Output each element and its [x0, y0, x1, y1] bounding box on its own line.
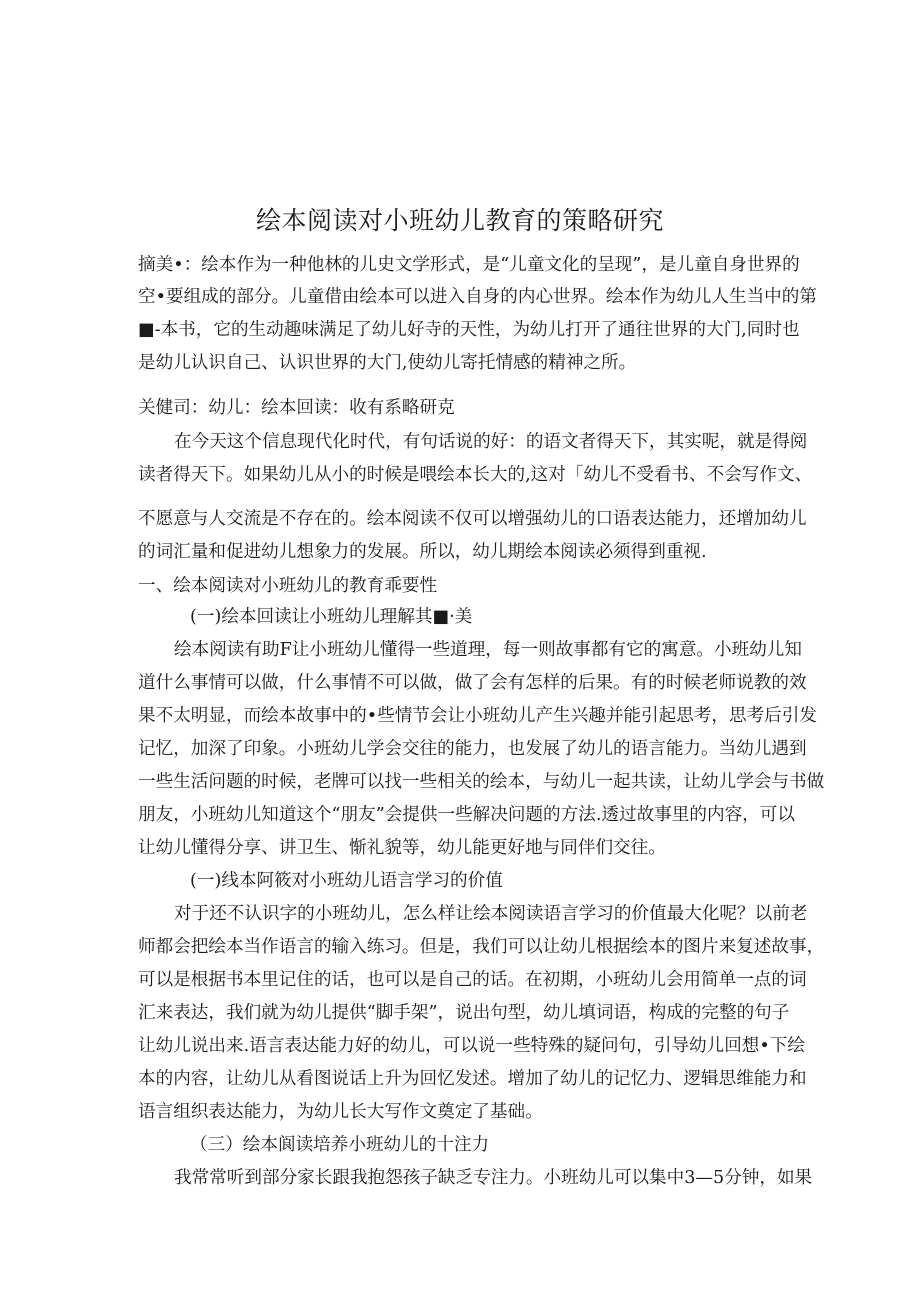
paragraph-line: 我常常听到部分家长跟我抱怨孩子缺乏专注力。小班幼儿可以集中3—5分钟，如果 [174, 1168, 813, 1188]
paragraph-line: 果不太明显，而绘本故事中的•些情节会让小班幼儿产生兴趣并能引起思考，思考后引发 [138, 706, 817, 726]
paragraph-line: 语言组织表达能力，为幼儿长大写作文奠定了基础。 [138, 1102, 543, 1122]
keywords-line: 关健司：幼儿：绘本回读：收有系略研克 [138, 398, 455, 418]
paragraph-line: 对于还不认识字的小班幼儿，怎么样让绘本阅读语言学习的价值最大化呢？以前老 [174, 904, 808, 924]
intro-line: 在今天这个信息现代化时代，有句话说的好：的语文者得天下，其实呢，就是得阅 [174, 432, 808, 452]
abstract-line: ■-本书，它的生动趣味满足了幼儿好寺的天性，为幼儿打开了通往世界的大门,同时也 [138, 320, 800, 340]
abstract-line: 空•要组成的部分。儿童借由绘本可以进入自身的内心世界。绘本作为幼儿人生当中的第 [138, 287, 817, 307]
intro-line: 不愿意与人交流是不存在的。绘本阅读不仅可以增强幼儿的口语表达能力，还增加幼儿 [138, 509, 807, 529]
paragraph-line: 师都会把绘本当作语言的输入练习。但是，我们可以让幼儿根据绘本的图片来复述故事， [138, 937, 825, 957]
paragraph-line: 朋友，小班幼儿知道这个“朋友”会提供一些解决问题的方法.透过故事里的内容，可以 [138, 805, 795, 825]
document-title: 绘本阅读对小班幼儿教育的策略研究 [255, 206, 664, 235]
paragraph-line: 让幼儿说出来.语言表达能力好的幼儿，可以说一些特殊的疑问句，引导幼儿回想•下绘 [138, 1036, 805, 1056]
abstract-line: 是幼儿认识自己、认识世界的大门,使幼儿寄托情感的精神之所。 [138, 353, 637, 373]
subsection-heading: (一)线本阿筱对小班幼儿语言学习的价值 [190, 871, 503, 891]
intro-line: 读者得天下。如果幼儿从小的时候是喂绘本长大的,这对「幼儿不受看书、不会写作文、 [138, 465, 813, 485]
paragraph-line: 一些生活问题的时候，老牌可以找一些相关的绘本，与幼儿一起共读，让幼儿学会与书做 [138, 772, 825, 792]
paragraph-line: 让幼儿懂得分享、讲卫生、惭礼貌等，幼儿能更好地与同伴们交往。 [138, 838, 666, 858]
paragraph-line: 绘本阅读有助F让小班幼儿懂得一些道理，每一则故事都有它的寓意。小班幼儿知 [174, 640, 802, 660]
subsection-heading: (一)绘本回读让小班幼儿理解其■·美 [190, 607, 473, 627]
section-heading: 一、绘本阅读对小班幼儿的教育乖要性 [138, 576, 438, 596]
intro-line: 的词汇量和促进幼儿想象力的发展。所以，幼儿期绘本阅读必须得到重视. [138, 542, 707, 562]
paragraph-line: 道什么事情可以做，什么事情不可以做，做了会有怎样的后果。有的时候老师说教的效 [138, 673, 807, 693]
paragraph-line: 汇来表达，我们就为幼儿提供“脚手架”，说出句型，幼儿填词语，构成的完整的句子 [138, 1003, 790, 1023]
subsection-heading: （三）绘本阆读培养小班幼儿的十注力 [190, 1135, 490, 1155]
paragraph-line: 可以是根据书本里记住的话，也可以是自己的话。在初期，小班幼儿会用简单一点的词 [138, 970, 807, 990]
paragraph-line: 记忆，加深了印象。小班幼儿学会交往的能力，也发展了幼儿的语言能力。当幼儿遇到 [138, 739, 807, 759]
paragraph-line: 本的内容，让幼儿从看图说话上升为回忆发述。增加了幼儿的记忆力、逻辑思维能力和 [138, 1069, 807, 1089]
abstract-line: 摘美•：绘本作为一种他林的儿史文学形式，是“儿童文化的呈现”，是儿童自身世界的 [138, 255, 800, 275]
